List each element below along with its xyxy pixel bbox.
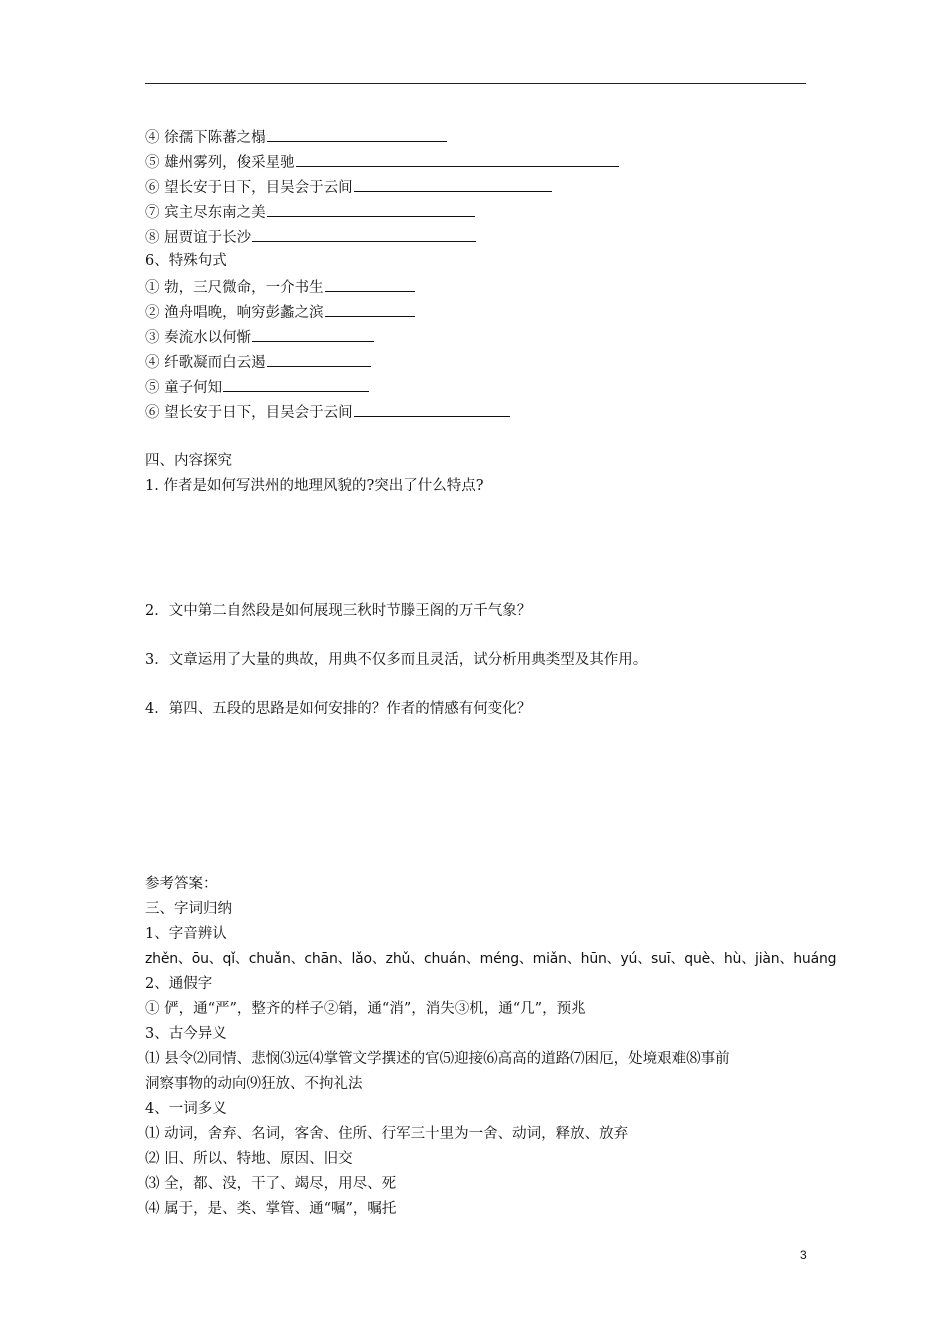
exercise-line: ① 勃，三尺微命，一介书生 — [145, 274, 415, 298]
yici-answers-line-2: ⑵ 旧、所以、特地、原因、旧交 — [145, 1151, 353, 1167]
answer-blank[interactable] — [223, 374, 369, 392]
yici-answers-line-4: ⑷ 属于，是、类、掌管、通“嘱”，嘱托 — [145, 1201, 397, 1217]
yici-answers-line-3: ⑶ 全，都、没，干了、竭尽，用尽、死 — [145, 1176, 397, 1192]
answer-blank[interactable] — [252, 324, 374, 342]
answers-subheading: 2、通假字 — [145, 976, 213, 992]
header-rule — [145, 83, 806, 84]
answer-blank[interactable] — [267, 124, 447, 142]
section-four-heading: 四、内容探究 — [145, 453, 232, 469]
pinyin-answers: zhěn、ōu、qǐ、chuǎn、chān、lǎo、zhǔ、chuán、méng、miǎn、hūn、yú、suī、què、hù、jiàn、huáng — [145, 951, 837, 967]
answer-blank[interactable] — [267, 199, 475, 217]
answer-blank[interactable] — [252, 224, 476, 242]
exercise-line: ④ 纤歌凝而白云遏 — [145, 349, 371, 373]
page-number: 3 — [800, 1248, 807, 1262]
exercise-line: ⑥ 望长安于日下，目吴会于云间 — [145, 399, 510, 423]
answer-blank[interactable] — [296, 149, 619, 167]
answers-subheading: 1、字音辨认 — [145, 926, 227, 942]
gujin-answers-line-1: ⑴ 县令⑵同情、悲悯⑶远⑷掌管文学撰述的官⑸迎接⑹高高的道路⑺困厄，处境艰难⑻事前 — [145, 1051, 730, 1067]
exercise-line: ④ 徐孺下陈蕃之榻 — [145, 124, 447, 148]
question-2: 2．文中第二自然段是如何展现三秋时节滕王阁的万千气象？ — [145, 603, 532, 619]
answers-subheading: 4、一词多义 — [145, 1101, 227, 1117]
gujin-answers-line-2: 洞察事物的动向⑼狂放、不拘礼法 — [145, 1076, 363, 1092]
answers-subheading: 3、古今异义 — [145, 1026, 227, 1042]
answers-title: 参考答案： — [145, 876, 218, 892]
exercise-line: ③ 奏流水以何惭 — [145, 324, 374, 348]
answer-blank[interactable] — [267, 349, 371, 367]
exercise-line: ⑤ 雄州雾列，俊采星驰 — [145, 149, 619, 173]
answer-blank[interactable] — [354, 174, 552, 192]
answer-blank[interactable] — [354, 399, 510, 417]
exercise-line: ⑥ 望长安于日下，目吴会于云间 — [145, 174, 552, 198]
answer-blank[interactable] — [325, 299, 415, 317]
question-3: 3．文章运用了大量的典故，用典不仅多而且灵活，试分析用典类型及其作用。 — [145, 652, 648, 668]
question-4: 4．第四、五段的思路是如何安排的？作者的情感有何变化？ — [145, 701, 532, 717]
section-heading: 6、特殊句式 — [145, 253, 227, 269]
question-1: 1. 作者是如何写洪州的地理风貌的?突出了什么特点? — [145, 478, 484, 494]
tongjia-answers: ① 俨，通“严”，整齐的样子②销，通“消”，消失③机，通“几”，预兆 — [145, 1001, 586, 1017]
exercise-line: ⑦ 宾主尽东南之美 — [145, 199, 475, 223]
answer-blank[interactable] — [325, 274, 415, 292]
exercise-line: ⑤ 童子何知 — [145, 374, 369, 398]
exercise-line: ② 渔舟唱晚，响穷彭蠡之滨 — [145, 299, 415, 323]
yici-answers-line-1: ⑴ 动词，舍弃、名词，客舍、住所、行军三十里为一舍、动词，释放、放弃 — [145, 1126, 629, 1142]
answers-section-heading: 三、字词归纳 — [145, 901, 232, 917]
exercise-line: ⑧ 屈贾谊于长沙 — [145, 224, 476, 248]
